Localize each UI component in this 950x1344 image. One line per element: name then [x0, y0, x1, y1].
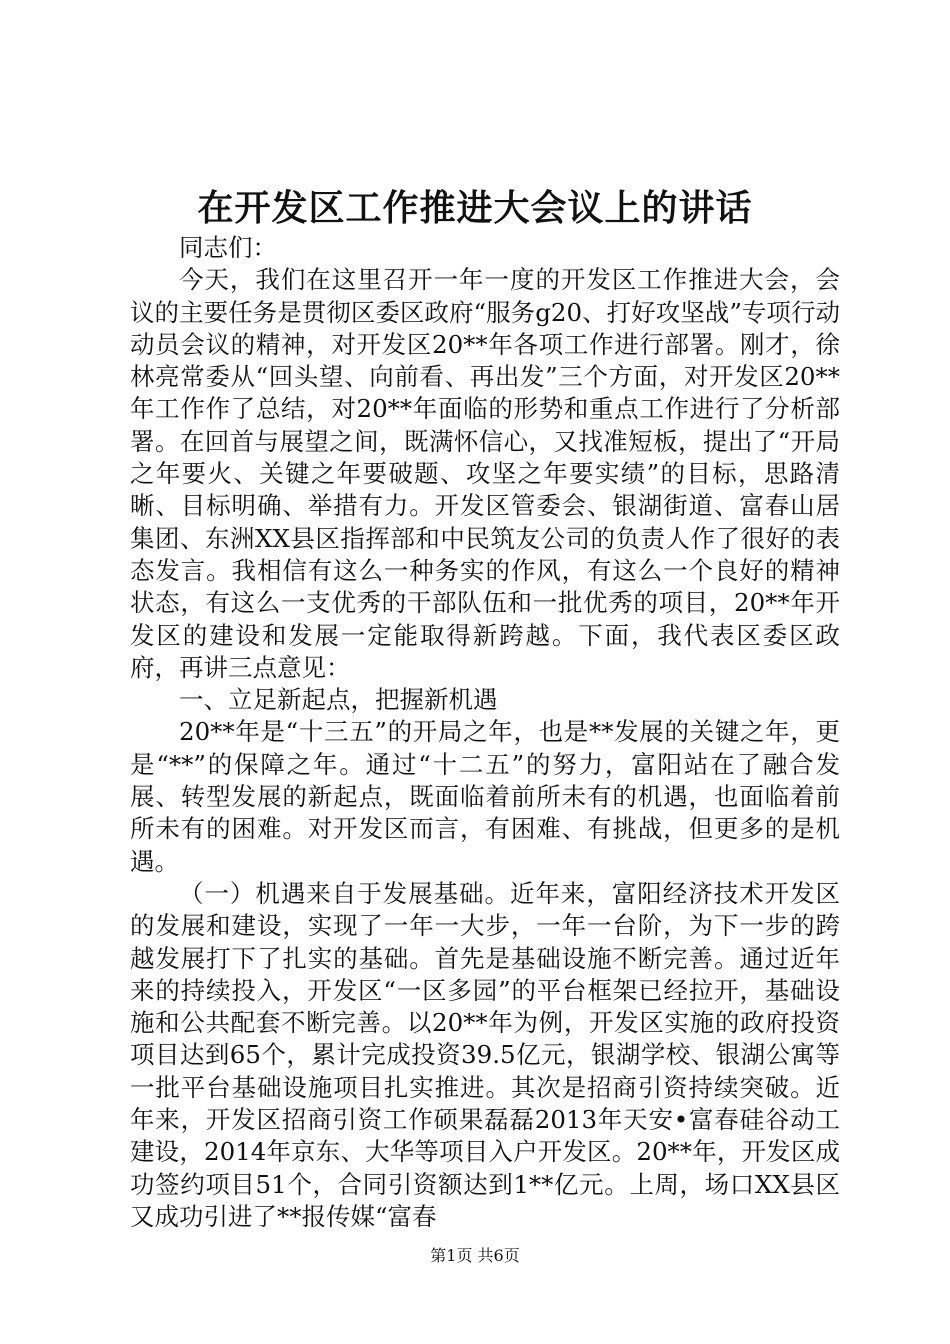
page-footer: 第1页 共6页 [430, 1246, 520, 1265]
body-paragraph: （一）机遇来自于发展基础。近年来，富阳经济技术开发区的发展和建设，实现了一年一大步，一年一台阶，为下一步的跨越发展打下了扎实的基础。首先是基础设施不断完善。通过近年来的持续投入，开发区“一区多园”的平台框架已经拉开，基础设施和公共配套不断完善。以20**年为例，开发区实施的政府投资项目达到65个，累计完成投资39.5亿元，银湖学校、银湖公寓等一批平台基础设施项目扎实推进。其次是招商引资持续突破。近年来，开发区招商引资工作硕果磊磊2013年天安•富春硅谷动工建设，2014年京东、大华等项目入户开发区。20**年，开发区成功签约项目51个，合同引资额达到1**亿元。上周，场口XX县区又成功引进了**报传媒“富春 [130, 878, 840, 1231]
document-body [130, 232, 840, 1233]
salutation-paragraph: 同志们： [179, 233, 277, 262]
body-paragraph: 20**年是“十三五”的开局之年，也是**发展的关键之年，更是“**”的保障之年。通过“十二五”的努力，富阳站在了融合发展、转型发展的新起点，既面临着前所未有的机遇，也面临着前所未有的困难。对开发区而言，有困难、有挑战，但更多的是机遇。 [130, 717, 840, 876]
document-title: 在开发区工作推进大会议上的讲话 [197, 187, 753, 229]
intro-paragraph: 今天，我们在这里召开一年一度的开发区工作推进大会，会议的主要任务是贯彻区委区政府“服务g20、打好攻坚战”专项行动动员会议的精神，对开发区20**年各项工作进行部署。刚才，徐林亮常委从“回头望、向前看、再出发”三个方面，对开发区20**年工作作了总结，对20**年面临的形势和重点工作进行了分析部署。在回首与展望之间，既满怀信心，又找准短板，提出了“开局之年要火、关键之年要破题、攻坚之年要实绩”的目标，思路清晰、目标明确、举措有力。开发区管委会、银湖街道、富春山居集团、东洲XX县区指挥部和中民筑友公司的负责人作了很好的表态发言。我相信有这么一种务实的作风，有这么一个良好的精神状态，有这么一支优秀的干部队伍和一批优秀的项目，20**年开发区的建设和发展一定能取得新跨越。下面，我代表区委区政府，再讲三点意见： [130, 265, 840, 682]
section-heading-1: 一、立足新起点，把握新机遇 [179, 685, 498, 715]
